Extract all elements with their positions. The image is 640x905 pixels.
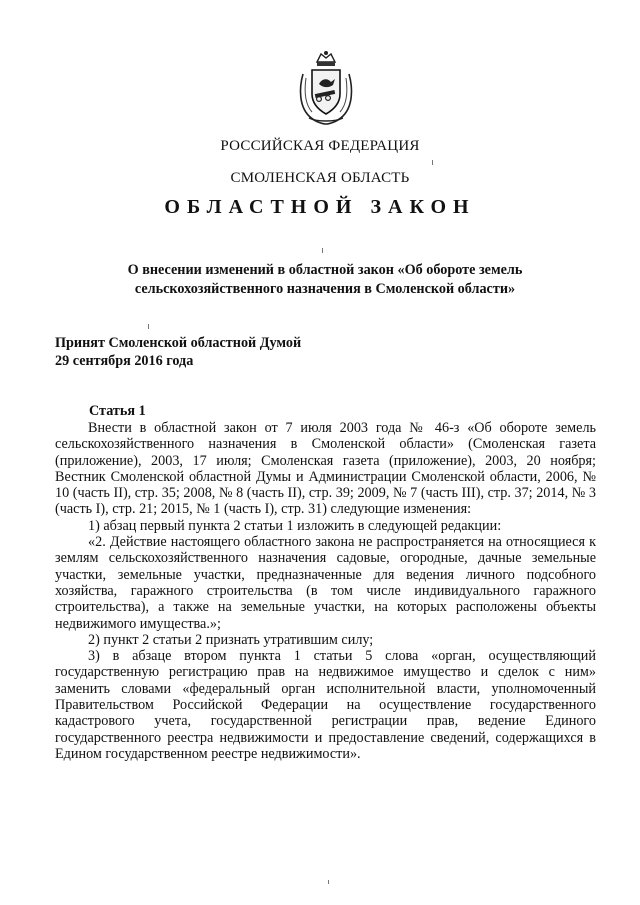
article-paragraph: 2) пункт 2 статьи 2 признать утратившим силу; (88, 631, 374, 648)
article-body (55, 420, 596, 762)
coat-of-arms-emblem (295, 48, 357, 126)
article-paragraph: Внести в областной закон от 7 июля 2003 года № 46-з «Об обороте земель сельскохозяйственного назначения в Смоленской области» (Смоленская газета (приложение), 2003, 17 июля; Смоленская газета (приложение), 2003, 20 ноября; Вестник Смоленской областной Думы и Администрации Смоленской области, 2006, № 10 (часть II), стр. 35; 2008, № 8 (часть II), стр. 39; 2009, № 7 (часть III), стр. 37; 2014, № 3 (часть I), стр. 21; 2015, № 1 (часть I), стр. 31) следующие изменения: (55, 420, 596, 518)
scan-speck (328, 880, 329, 884)
adoption-info (55, 334, 301, 370)
article-paragraph: 1) абзац первый пункта 2 статьи 1 изложить в следующей редакции: (88, 517, 502, 534)
region-name: СМОЛЕНСКАЯ ОБЛАСТЬ (230, 170, 410, 186)
adoption-date: 29 сентября 2016 года (55, 353, 194, 369)
article-paragraph: 3) в абзаце втором пункта 1 статьи 5 слова «орган, осуществляющий государственную регистрацию прав на недвижимое имущество и сделок с ним» заменить словами «федеральный орган исполнительной власти, уполномоченный Правительством Российской Федерации на осуществление государственного кадастрового учета, государственной регистрации прав, ведение Единого государственного реестра недвижимости и предоставление сведений, содержащихся в Едином государственном реестре недвижимости». (55, 648, 596, 762)
scan-speck (322, 248, 323, 253)
scan-speck (432, 160, 433, 165)
article-heading: Статья 1 (89, 403, 146, 419)
law-type-heading: ОБЛАСТНОЙ ЗАКОН (164, 196, 476, 218)
scan-speck (148, 324, 149, 329)
country-name: РОССИЙСКАЯ ФЕДЕРАЦИЯ (220, 138, 420, 154)
article-paragraph: «2. Действие настоящего областного закона не распространяется на относящиеся к землям сельскохозяйственного назначения садовые, огородные, дачные земельные участки, земельные участки, предназначенные для ведения личного подсобного хозяйства, гаражного строительства (в том числе индивидуального гаражного строительства), а также на земельные участки, на которых расположены объекты недвижимого имущества.»; (55, 534, 596, 632)
adopted-by: Принят Смоленской областной Думой (55, 335, 302, 351)
law-title: О внесении изменений в областной закон «Об обороте земель сельскохозяйственного назначения в Смоленской области» (127, 262, 523, 297)
